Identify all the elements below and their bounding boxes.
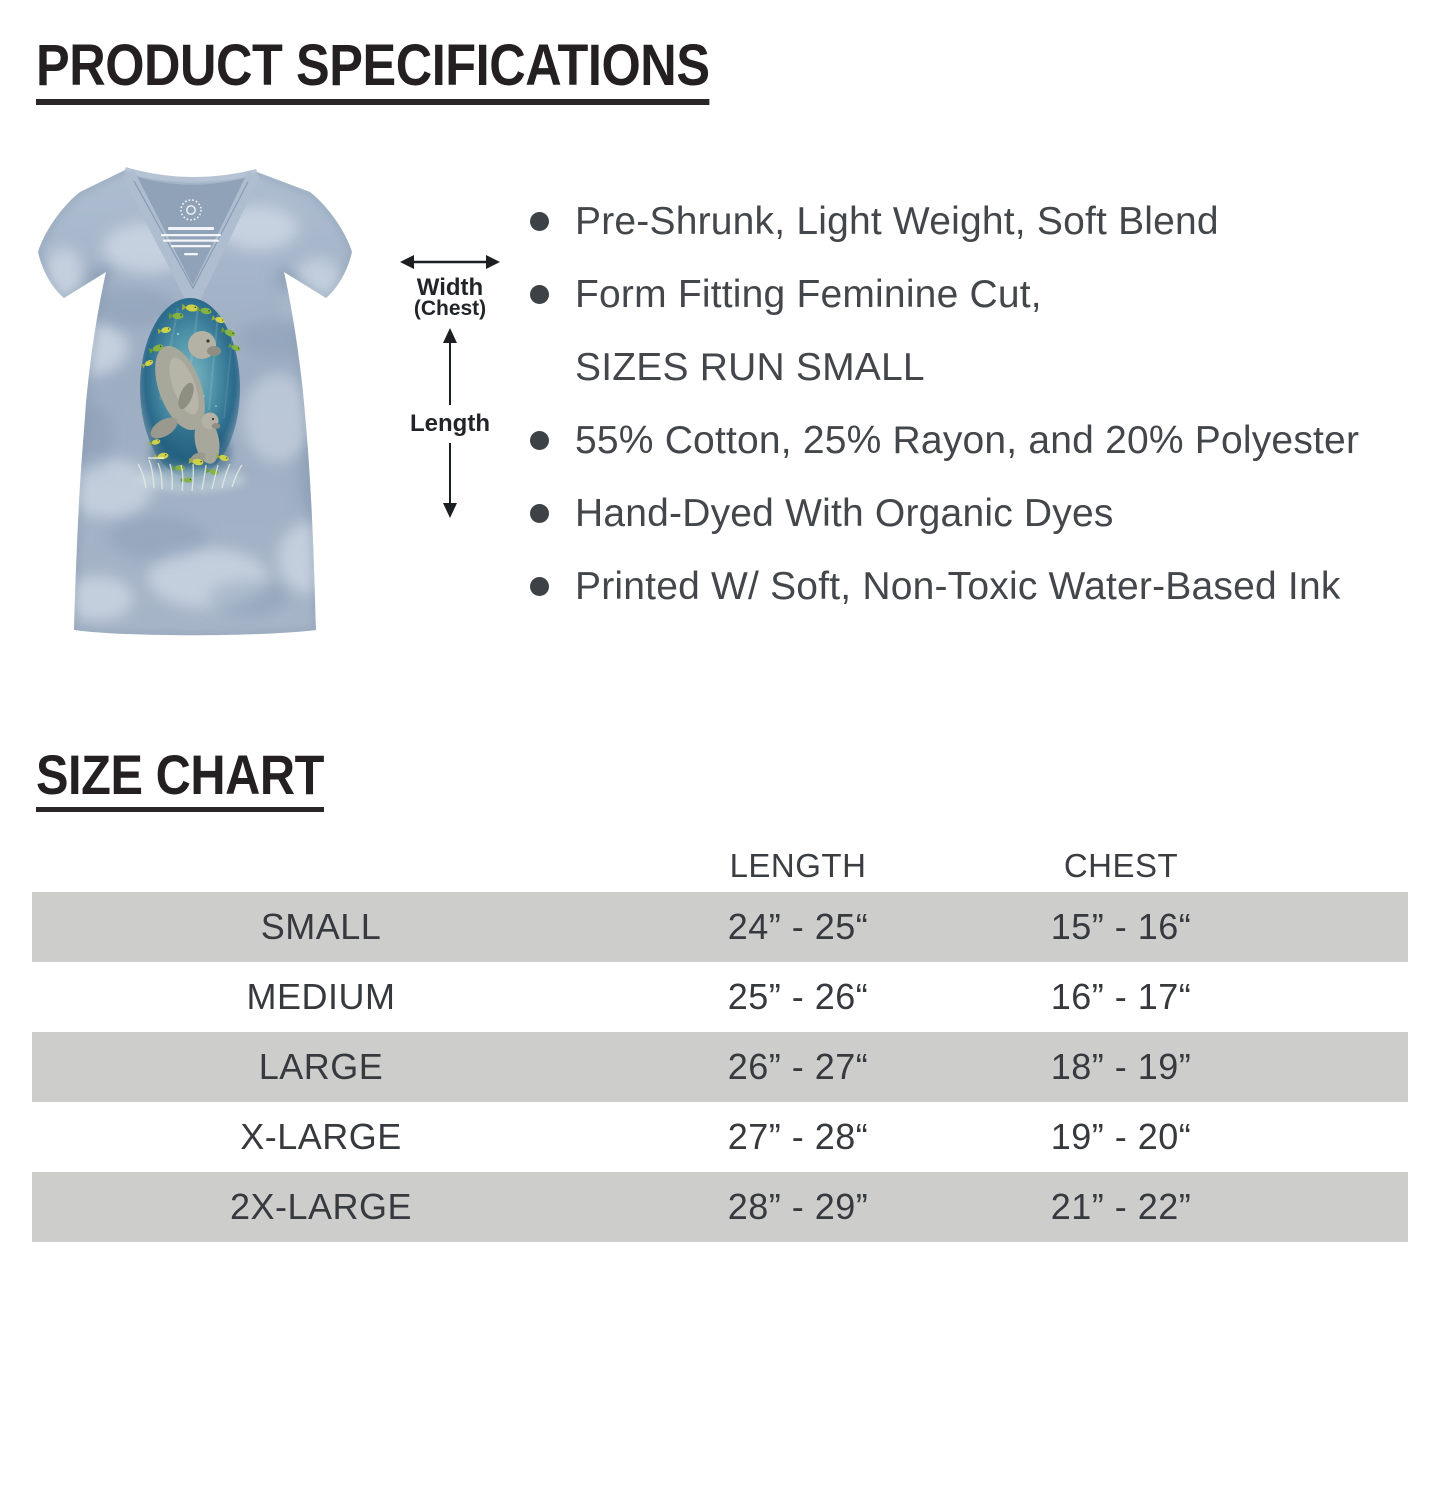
table-row xyxy=(32,1172,1408,1242)
spec-item xyxy=(530,477,1430,550)
table-row xyxy=(32,1032,1408,1102)
table-header-row xyxy=(32,840,1408,892)
length-cell: 25” - 26“ xyxy=(727,976,869,1017)
spec-item-text: Pre-Shrunk, Light Weight, Soft Blend xyxy=(575,199,1219,243)
spec-item xyxy=(530,258,1430,331)
spec-item-text: Form Fitting Feminine Cut, xyxy=(575,272,1042,316)
spec-list xyxy=(530,185,1430,623)
spec-item xyxy=(530,185,1430,258)
print-signature xyxy=(148,457,164,459)
spec-item-text: Printed W/ Soft, Non-Toxic Water-Based Ink xyxy=(575,564,1341,608)
length-cell: 26” - 27“ xyxy=(727,1046,869,1087)
size-cell: MEDIUM xyxy=(246,976,396,1017)
bullet-dot-icon xyxy=(530,431,549,450)
length-cell: 28” - 29” xyxy=(727,1186,869,1227)
length-cell: 24” - 25“ xyxy=(727,906,869,947)
spec-item xyxy=(530,404,1430,477)
size-cell: X-LARGE xyxy=(240,1116,402,1157)
length-label: Length xyxy=(410,410,490,437)
table-row xyxy=(32,1102,1408,1172)
chest-cell: 21” - 22” xyxy=(1050,1186,1192,1227)
length-cell: 27” - 28“ xyxy=(727,1116,869,1157)
size-cell: SMALL xyxy=(260,906,382,947)
product-specifications-title: PRODUCT SPECIFICATIONS xyxy=(36,36,710,105)
size-chart-title: SIZE CHART xyxy=(36,746,324,812)
column-header-chest: CHEST xyxy=(1063,847,1179,884)
bullet-dot-icon xyxy=(530,212,549,231)
spec-item-text: Hand-Dyed With Organic Dyes xyxy=(575,491,1114,535)
measurement-diagram xyxy=(396,245,508,530)
spec-item xyxy=(530,331,1430,404)
chest-cell: 18” - 19” xyxy=(1050,1046,1192,1087)
width-label: Width xyxy=(416,274,484,301)
bullet-dot-icon xyxy=(530,504,549,523)
spec-item xyxy=(530,550,1430,623)
column-header-length: LENGTH xyxy=(729,847,867,884)
spec-item-text: SIZES RUN SMALL xyxy=(575,345,925,389)
chest-cell: 19” - 20“ xyxy=(1050,1116,1192,1157)
chest-cell: 16” - 17“ xyxy=(1050,976,1192,1017)
width-sublabel: (Chest) xyxy=(413,297,487,320)
size-chart-table xyxy=(32,840,1408,1242)
table-row xyxy=(32,962,1408,1032)
size-cell: LARGE xyxy=(258,1046,384,1087)
chest-cell: 15” - 16“ xyxy=(1050,906,1192,947)
size-cell: 2X-LARGE xyxy=(229,1186,413,1227)
table-row xyxy=(32,892,1408,962)
bullet-dot-icon xyxy=(530,577,549,596)
spec-item-text: 55% Cotton, 25% Rayon, and 20% Polyester xyxy=(575,418,1360,462)
product-image-tshirt xyxy=(28,158,354,642)
width-arrow-icon xyxy=(400,255,500,269)
bullet-dot-icon xyxy=(530,285,549,304)
